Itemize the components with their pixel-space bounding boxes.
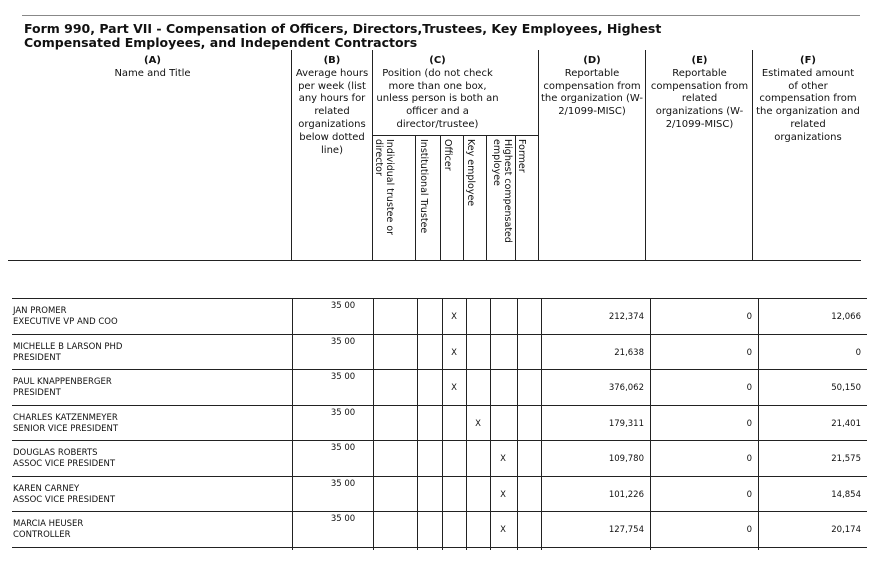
hours-per-week: 35 00	[330, 372, 356, 382]
person-title: ASSOC VICE PRESIDENT	[13, 494, 116, 505]
col-b-text: Average hours per week (list any hours for related organizations below dotted line)	[295, 67, 369, 156]
related-org-compensation: 0	[746, 454, 752, 464]
other-compensation: 20,174	[831, 525, 861, 535]
position-checkmark: X	[451, 312, 457, 322]
person-name: CHARLES KATZENMEYER	[13, 412, 118, 423]
person-title: PRESIDENT	[13, 352, 61, 363]
hours-per-week: 35 00	[330, 514, 356, 524]
position-checkmark: X	[451, 383, 457, 393]
col-d-text: Reportable compensation from the organization (W-2/1099-MISC)	[541, 67, 643, 118]
position-checkmark: X	[475, 418, 481, 429]
position-checkmark: X	[500, 454, 506, 464]
reportable-compensation: 127,754	[608, 525, 644, 535]
top-rule	[22, 15, 860, 16]
col-a-text: Name and Title	[114, 67, 191, 79]
col-c-text: Position (do not check more than one box, unless person is both an officer and a director/trustee)	[376, 67, 499, 130]
col-f-letter: (F)	[800, 55, 816, 66]
person-name: JAN PROMER	[13, 306, 67, 316]
related-org-compensation: 0	[746, 383, 752, 393]
reportable-compensation: 21,638	[614, 347, 644, 358]
sub-institutional-trustee: Institutional Trustee	[418, 139, 429, 234]
other-compensation: 21,401	[831, 418, 861, 429]
other-compensation: 14,854	[831, 489, 861, 500]
col-b-letter: (B)	[323, 55, 341, 66]
person-title: ASSOC VICE PRESIDENT	[13, 459, 116, 469]
person-name: KAREN CARNEY	[13, 483, 80, 494]
person-title: EXECUTIVE VP AND COO	[13, 317, 118, 327]
other-compensation: 0	[855, 347, 861, 358]
related-org-compensation: 0	[746, 418, 752, 429]
col-b-header	[294, 55, 370, 157]
related-org-compensation: 0	[746, 525, 752, 535]
person-name: PAUL KNAPPENBERGER	[13, 377, 112, 387]
position-checkmark: X	[451, 347, 457, 358]
col-a-letter: (A)	[144, 55, 161, 66]
hours-per-week: 35 00	[330, 336, 356, 347]
col-a-header	[40, 55, 265, 81]
person-title: SENIOR VICE PRESIDENT	[13, 423, 119, 434]
sub-former: Former	[516, 139, 527, 173]
hours-per-week: 35 00	[330, 443, 356, 453]
related-org-compensation: 0	[746, 312, 752, 322]
sub-key-employee: Key employee	[465, 139, 476, 207]
hours-per-week: 35 00	[330, 478, 356, 489]
person-name: DOUGLAS ROBERTS	[13, 448, 98, 458]
position-checkmark: X	[500, 525, 506, 535]
sub-officer: Officer	[442, 139, 453, 171]
col-f-text: Estimated amount of other compensation from the organization and related organizations	[756, 67, 860, 143]
reportable-compensation: 376,062	[608, 383, 644, 393]
person-name: MICHELLE B LARSON PHD	[13, 341, 123, 352]
col-e-letter: (E)	[691, 55, 708, 66]
related-org-compensation: 0	[746, 489, 752, 500]
other-compensation: 12,066	[831, 312, 861, 322]
form-title: Form 990, Part VII - Compensation of Officers, Directors,Trustees, Key Employees, Highest Compensated Employees, and Independent Contractors	[24, 21, 662, 50]
position-checkmark: X	[500, 489, 506, 500]
reportable-compensation: 212,374	[608, 312, 644, 322]
other-compensation: 50,150	[831, 383, 861, 393]
sub-highest-compensated: Highest compensated employee	[491, 139, 513, 243]
other-compensation: 21,575	[831, 454, 861, 464]
reportable-compensation: 101,226	[608, 489, 644, 500]
col-e-text: Reportable compensation from related organizations (W-2/1099-MISC)	[650, 67, 749, 130]
col-c-letter: (C)	[429, 55, 446, 66]
person-name: MARCIA HEUSER	[13, 519, 84, 529]
col-d-letter: (D)	[583, 55, 601, 66]
hours-per-week: 35 00	[330, 301, 356, 311]
col-d-header	[541, 55, 643, 119]
col-e-header	[648, 55, 751, 132]
reportable-compensation: 109,780	[608, 454, 644, 464]
col-f-header	[756, 55, 860, 145]
sub-individual-trustee: Individual trustee or director	[373, 139, 395, 236]
reportable-compensation: 179,311	[608, 418, 644, 429]
related-org-compensation: 0	[746, 347, 752, 358]
person-title: CONTROLLER	[13, 530, 71, 540]
col-c-header	[374, 55, 501, 132]
hours-per-week: 35 00	[330, 407, 356, 418]
person-title: PRESIDENT	[13, 388, 61, 398]
